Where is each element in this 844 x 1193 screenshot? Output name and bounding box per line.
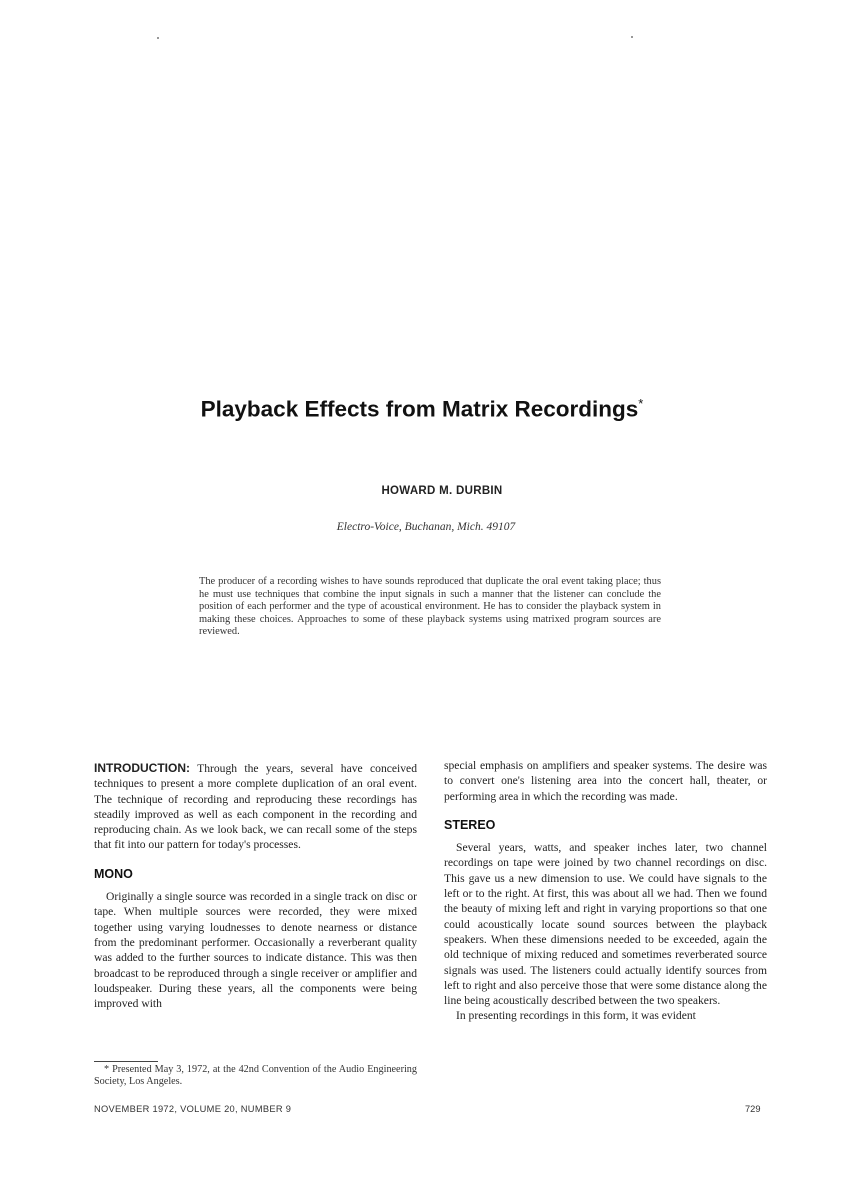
stereo-heading: STEREO [444, 817, 496, 832]
footnote-rule [94, 1061, 158, 1062]
mono-heading: MONO [94, 866, 133, 881]
introduction-text: Through the years, several have conceived techniques to present a more complete duplication of an oral event. The technique of recording and reproducing these recordings has steadily improved as well as each component in the recording and reproducing chain. As we look back, we can recall some of the steps that fit into our pattern for today's processes. [94, 762, 417, 852]
mono-paragraph: Originally a single source was recorded in a single track on disc or tape. When multiple sources were recorded, they were mixed together using varying loudnesses to denote nearness or distance from the predominant performer. Occasionally a reverberant quality was added to the further sources to indicate distance. This was then broadcast to be reproduced through a single receiver or amplifier and loudspeaker. During these years, all the components were being improved with [94, 890, 417, 1011]
continued-paragraph: special emphasis on amplifiers and speaker systems. The desire was to convert one's listening area into the concert hall, theater, or performing area in which the recording was made. [444, 759, 767, 803]
paper-title-text: Playback Effects from Matrix Recordings [200, 396, 639, 422]
introduction-paragraph [94, 761, 417, 853]
scan-speck [157, 37, 159, 39]
author-name: HOWARD M. DURBIN [381, 485, 503, 497]
presenting-paragraph: In presenting recordings in this form, it was evident [456, 1009, 696, 1023]
journal-issue-line: NOVEMBER 1972, VOLUME 20, NUMBER 9 [94, 1104, 292, 1114]
page-number: 729 [745, 1104, 761, 1114]
left-column [94, 761, 417, 1011]
abstract: The producer of a recording wishes to have sounds reproduced that duplicate the oral event taking place; thus he must use techniques that combine the input signals in such a manner that the listener can conclude the position of each performer and the type of acoustical environment. He has to consider the playback system in making these choices. Approaches to some of these playback systems using matrixed program sources are reviewed. [199, 576, 661, 638]
author-affiliation: Electro-Voice, Buchanan, Mich. 49107 [336, 521, 516, 533]
scan-speck [631, 36, 633, 38]
title-footnote-mark: * [638, 396, 644, 411]
stereo-paragraph: Several years, watts, and speaker inches later, two channel recordings on tape were joined by two channel recordings on disc. This gave us a new dimension to use. We could have signals to the left or to the right. At first, this was about all we had. Then we found the beauty of mixing left and right in varying proportions so that one could acoustically locate sound sources between the playback speakers. When these dimensions needed to be exceeded, again the old technique of mixing reduced and sometimes reverberated source signals was used. The listeners could actually identify sources from left to right and also perceive those that were some distance along the line being acoustically described between the two speakers. [444, 841, 767, 1008]
paper-title [0, 396, 844, 423]
right-column [444, 758, 767, 1024]
footnote: * Presented May 3, 1972, at the 42nd Convention of the Audio Engineering Society, Los Angeles. [94, 1064, 417, 1087]
introduction-label: INTRODUCTION: [94, 761, 190, 775]
